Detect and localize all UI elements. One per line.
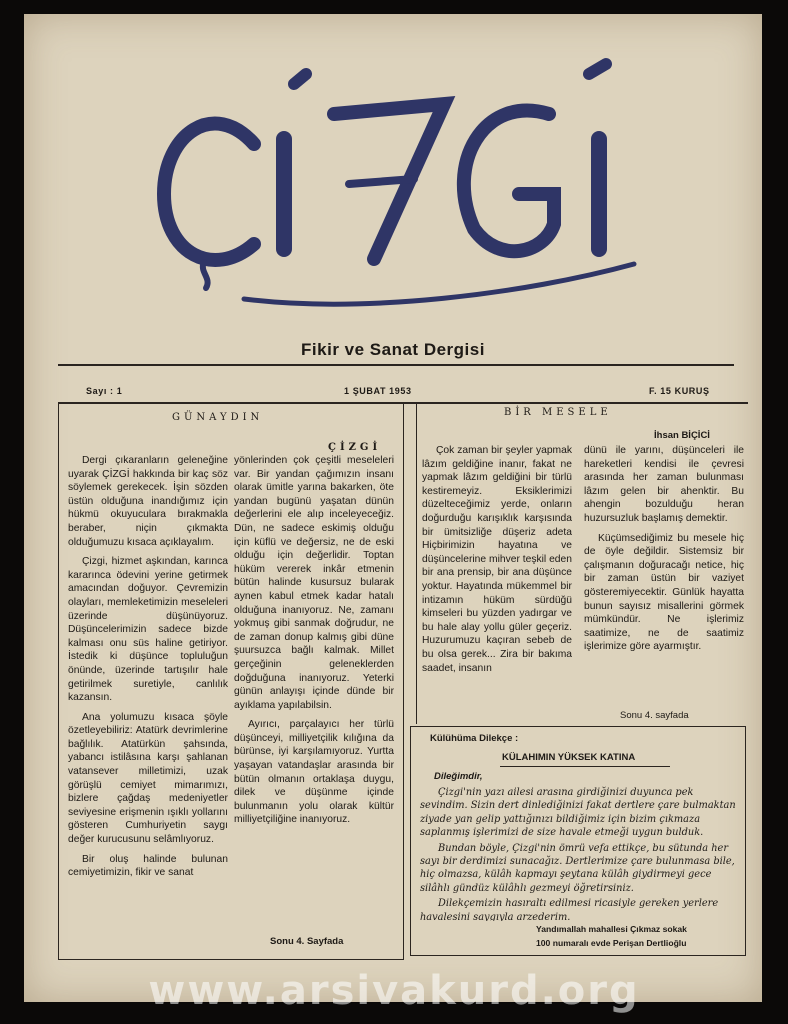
paragraph: Çizgi, hizmet aşkından, karınca kararınca ödevini yerine getirmek amacından doğuyor. Çevremizin olayları, memleketimizin meseleleri üzerinde düşünüyoruz. Düşüncelerimizin sadece bizde kalması onu süs haline getiriyor. İstedik ki düşünce topluluğun önünde, üzerinde tartışılır hale getirilmek suretiyle, canlılık kazansın. (68, 556, 228, 704)
article-gunaydin-continued: Sonu 4. Sayfada (270, 936, 344, 947)
article-mesele-col-left (422, 444, 572, 724)
paragraph: Ana yolumuzu kısaca şöyle özetleyebiliriz: Atatürk devrimlerine bağlılık. Atatürkün şahsında, yabancı istilâsına karşı şahlanan vatansever milletimizi, uzak görüşlü cemiyet mimarımızı, bizlere çağdaş medeniyetler seviyesine erişmenin ışıklı yollarını gösteren Cumhuriyetin saygı değer kurucusunu selâmlıyoruz. (68, 711, 228, 846)
article-mesele-heading: BİR MESELE (504, 407, 612, 418)
cizgi-logo-icon (144, 44, 664, 324)
article-gunaydin-heading: GÜNAYDIN (172, 412, 264, 423)
paragraph: Dilekçemizin hasıraltı edilmesi ricasiyle gereken yerlere havalesini saygıyla arzederim. (420, 898, 719, 921)
article-mesele-author: İhsan BİÇİCİ (654, 430, 710, 441)
petition-signature-name: 100 numaralı evde Perişan Dertlioğlu (536, 938, 687, 948)
petition-title-underline (500, 766, 670, 767)
paragraph: dünü ile yarını, düşünceleri ile hareketleri kendisi ile çevresi arasında her zaman bulunması lâzım gelen bir ahenktir. Bu ahengin bozulduğu heran huzursuzluk başlamış demektir. (584, 445, 744, 524)
paragraph: Ayırıcı, parçalayıcı her türlü düşünceyi, milliyetçilik kılığına da bürünse, iyi karşılamıyoruz. Yurtta yaşayan vatandaşlar arasında bir bütün olmanın ortaklaşa duygu, dilek ve düşünme içinde bulunmanın yolu olarak kültür milliyetçiliğine inanıyoruz. (234, 719, 394, 826)
watermark-text: www.arsivakurd.org (148, 968, 640, 1014)
article-mesele-col-right (584, 444, 744, 714)
article-gunaydin-col-right (234, 454, 394, 934)
petition-salutation: Dileğimdir, (434, 771, 483, 782)
magazine-subtitle: Fikir ve Sanat Dergisi (301, 340, 485, 359)
paragraph: Çizgi'nin yazı ailesi arasına girdiğinizi duyunca pek sevindim. Sizin dert dinlediğinizi fakat dertlere çare bulmaktan ziyade yan gelip yattığınızı bildiğimiz için bizim çıkmaza saplanmış işlerimizi de size havale etmeği uygun bulduk. (420, 787, 736, 839)
paragraph: Bundan böyle, Çizgi'nin ömrü vefa ettikçe, bu sütunda her sayı bir derdimizi sunacağız. Dertlerimize çare bulunmasa bile, hiç olmazsa, külâh kapmayı şeytana külâh giydirmeyi gece silâhlı gündüz külâhlı gezmeyi öğretirsiniz. (420, 842, 735, 894)
paragraph: Küçümsediğimiz bu mesele hiç de öyle değildir. Sistemsiz bir çalışmanın doğuracağı netice, hiç bir zaman üstün bir vaziyet gösteremiyecektir. Günlük hayatta bunun sayısız misallerini görmek mümkündür. Ne işlerimiz saatimize, ne de saatimiz işlerimize göre ayarmıştır. (584, 532, 744, 653)
petition-signature-address: Yandımallah mahallesi Çıkmaz sokak (536, 924, 687, 934)
article-gunaydin-col-left (68, 454, 228, 949)
masthead-logo (144, 44, 664, 324)
petition-title: KÜLAHIMIN YÜKSEK KATINA (502, 752, 636, 763)
column-divider (416, 404, 417, 724)
header-rule (58, 364, 734, 366)
article-mesele-continued: Sonu 4. sayfada (620, 710, 689, 721)
petition-label: Külühüma Dilekçe : (430, 733, 519, 744)
petition-body (420, 786, 738, 921)
paragraph: Çok zaman bir şeyler yapmak lâzım geldiğine inanır, fakat ne yapmak lâzım geldiğini bir türlü kestiremeyiz. Eksiklerimizi düzelteceğimiz yerde, onların doğurduğu karışıklık karşısında bir ümitsizliğe düşeriz adeta Hiçbirimizin hayatına ve düşüncelerine mihver teşkil eden bir ana prensip, bir ana düşünce yoktur. Hayatında mükemmel bir intizamın hüküm sürdüğü kimseleri bu yüzden yadırgar ve bu hale alay yollu güler geçeriz. Huzurumuzu kaçıran sebeb de bu olsa gerek... Zira bir bakıma saadet, insanın (422, 445, 572, 674)
paragraph: yönlerinden çok çeşitli meseleleri var. Bir yandan çağımızın insanı olarak ümitle yarına bakarken, öte yandan bugünü yaşatan dünün değerlerini ele alıp inceleyeceğiz. Dün, ne sadece eskimiş olduğu için küflü ve değersiz, ne de eski olduğu için değerlidir. Toptan hüküm vererek inkâr etmenin bütün halinde kusursuz bularak aynen kabul etmek kadar hatalı olduğuna inanıyoruz. Ne, zamanı yokmuş gibi sanmak doğrudur, ne de zaman donup kalmış gibi düne şuursuzca bağlı kalmak. Millet gerçeğinin geleneklerden doğduğuna inanıyoruz. Yeterki günün anlayışı içinde dünde bir ayıklama yapılabilsin. (234, 455, 394, 711)
issue-date: 1 ŞUBAT 1953 (344, 386, 412, 396)
newspaper-page (24, 14, 762, 1002)
article-gunaydin-byline: ÇİZGİ (328, 442, 382, 453)
issue-number: Sayı : 1 (86, 386, 123, 396)
paragraph: Bir oluş halinde bulunan cemiyetimizin, fikir ve sanat (68, 853, 228, 879)
paragraph: Dergi çıkaranların geleneğine uyarak ÇİZGİ hakkında bir kaç söz söylemek gerekecek. İşin sözden üstün olduğuna inandığımız için hükmü okuyuculara bırakmakla beraber, niçin çıkmakta olduğumuzu kısaca açıklayalım. (68, 455, 228, 548)
issue-price: F. 15 KURUŞ (649, 386, 710, 396)
